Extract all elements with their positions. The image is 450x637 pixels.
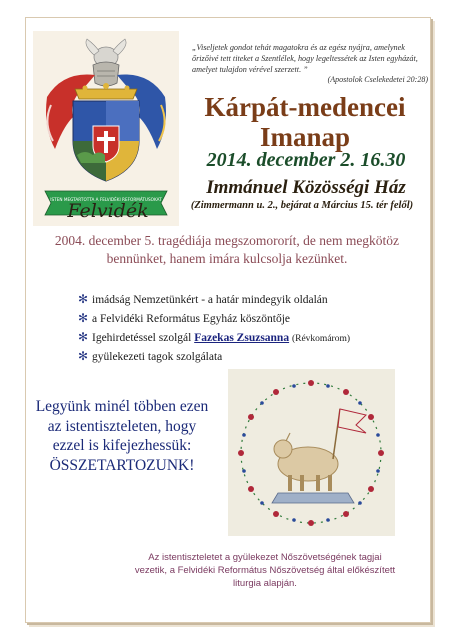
event-datetime: 2014. december 2. 16.30 [206,149,406,171]
event-venue: Immánuel Közösségi Ház [206,177,406,198]
lamb-embroidery-graphic [228,369,395,536]
speaker-name-link[interactable]: Fazekas Zsuzsanna [194,332,290,344]
bible-quote-reference: (Apostolok Cselekedetei 20:28) [327,75,428,84]
program-item [78,290,418,309]
bible-quote: „Viseljetek gondot tehát magatokra és az egész nyájra, amelynek őrizőivé tett titeket a Szentlélek, hogy legeltessétek az Isten egyházát, amelyet tulajdon vérével szerzett. ” [192,43,418,74]
event-address: (Zimmermann u. 2., bejárat a Március 15. tér felől) [190,200,414,211]
program-item-speaker [78,328,418,347]
program-item-text: gyülekezeti tagok szolgálata [92,351,223,363]
event-title-line2: Imanap [259,122,351,152]
footer-note: Az istentiszteletet a gyülekezet Nőszövetségének tagjai vezetik, a Felvidéki Református Nőszövetség által előkészített liturgia alapján. [134,552,396,589]
program-item-text: imádság Nemzetünkért - a határ mindegyik oldalán [92,294,328,306]
speaker-prefix: Igehirdetéssel szolgál [92,332,192,344]
tragedy-statement: 2004. december 5. tragédiája megszomororít, de nem megkötöz bennünket, hanem imára kulcsolja kezünket. [54,233,400,266]
asterisk-icon: ✻ [78,330,89,344]
asterisk-icon: ✻ [78,349,89,363]
program-item [78,309,418,328]
asterisk-icon: ✻ [78,311,89,325]
felvidek-caption: Felvidék [67,200,149,222]
ribbon-text: ISTEN MEGTARTOTTA A FELVIDÉKI REFORMÁTUSOKAT [50,197,162,202]
crest-graphic [33,31,179,226]
appeal-text: Legyünk minél többen ezen az istentiszteleten, hogy ezzel is kifejezhessük: ÖSSZETARTOZUNK! [35,398,209,474]
program-list [78,290,418,366]
program-item-text: a Felvidéki Református Egyház köszöntője [92,313,291,325]
speaker-place: (Révkomárom) [291,334,351,344]
asterisk-icon: ✻ [78,292,89,306]
event-title-line1: Kárpát-medencei [204,92,406,122]
program-item [78,347,418,366]
coat-of-arms-logo [33,31,179,226]
embroidered-lamb-image [228,369,395,536]
